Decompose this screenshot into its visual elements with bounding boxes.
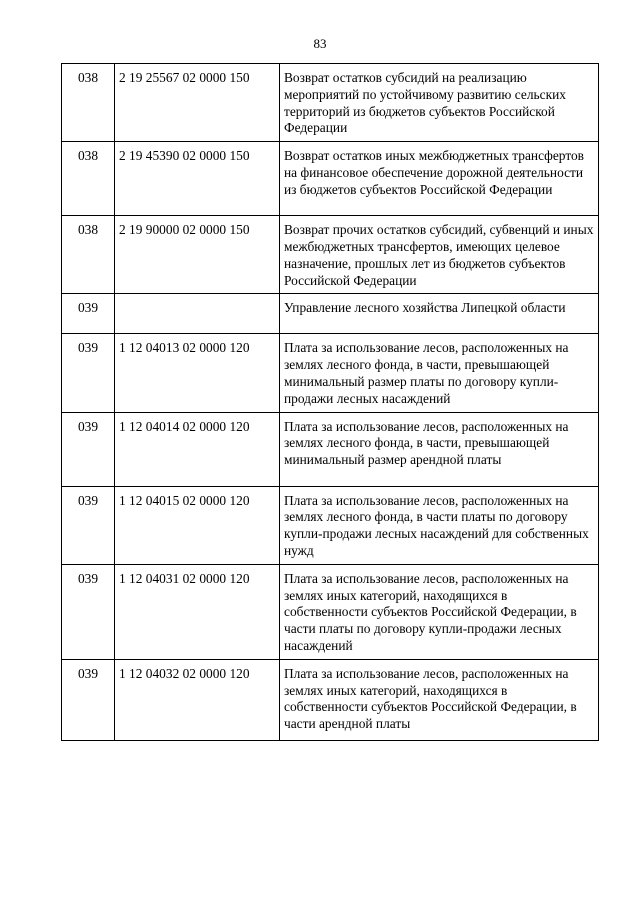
admin-code-cell: 039: [62, 486, 115, 564]
page-number: 83: [313, 36, 327, 51]
table-row: [62, 216, 599, 294]
description-cell: Плата за использование лесов, расположенных на землях иных категорий, находящихся в собственности субъектов Российской Федерации, в части платы по договору купли-продажи лесных насаждений: [280, 564, 599, 659]
admin-code-cell: 039: [62, 334, 115, 412]
budget-code-cell: 1 12 04013 02 0000 120: [115, 334, 280, 412]
budget-code-cell: 2 19 45390 02 0000 150: [115, 142, 280, 216]
budget-code-cell: 1 12 04031 02 0000 120: [115, 564, 280, 659]
budget-code-cell: 1 12 04032 02 0000 120: [115, 659, 280, 740]
table-row: [62, 486, 599, 564]
table-row: [62, 334, 599, 412]
description-cell: Возврат прочих остатков субсидий, субвенций и иных межбюджетных трансфертов, имеющих целевое назначение, прошлых лет из бюджетов субъектов Российской Федерации: [280, 216, 599, 294]
budget-code-cell: [115, 294, 280, 334]
description-cell: Плата за использование лесов, расположенных на землях лесного фонда, в части, превышающей минимальный размер платы по договору купли-продажи лесных насаждений: [280, 334, 599, 412]
admin-code-cell: 038: [62, 142, 115, 216]
admin-code-cell: 039: [62, 294, 115, 334]
admin-code-cell: 039: [62, 659, 115, 740]
budget-code-cell: 2 19 90000 02 0000 150: [115, 216, 280, 294]
budget-code-cell: 1 12 04015 02 0000 120: [115, 486, 280, 564]
description-cell: Управление лесного хозяйства Липецкой области: [280, 294, 599, 334]
budget-code-cell: 2 19 25567 02 0000 150: [115, 64, 280, 142]
description-cell: Плата за использование лесов, расположенных на землях лесного фонда, в части, превышающей минимальный размер арендной платы: [280, 412, 599, 486]
table-row: [62, 564, 599, 659]
admin-code-cell: 039: [62, 412, 115, 486]
table-row: [62, 659, 599, 740]
description-cell: Плата за использование лесов, расположенных на землях лесного фонда, в части платы по договору купли-продажи лесных насаждений для собственных нужд: [280, 486, 599, 564]
budget-code-cell: 1 12 04014 02 0000 120: [115, 412, 280, 486]
table-row: [62, 294, 599, 334]
description-cell: Плата за использование лесов, расположенных на землях иных категорий, находящихся в собственности субъектов Российской Федерации, в части арендной платы: [280, 659, 599, 740]
admin-code-cell: 038: [62, 216, 115, 294]
admin-code-cell: 038: [62, 64, 115, 142]
description-cell: Возврат остатков иных межбюджетных трансфертов на финансовое обеспечение дорожной деятельности из бюджетов субъектов Российской Федерации: [280, 142, 599, 216]
table-row: [62, 412, 599, 486]
budget-classification-table: [61, 63, 599, 741]
admin-code-cell: 039: [62, 564, 115, 659]
table-row: [62, 142, 599, 216]
description-cell: Возврат остатков субсидий на реализацию мероприятий по устойчивому развитию сельских территорий из бюджетов субъектов Российской Федерации: [280, 64, 599, 142]
table-row: [62, 64, 599, 142]
